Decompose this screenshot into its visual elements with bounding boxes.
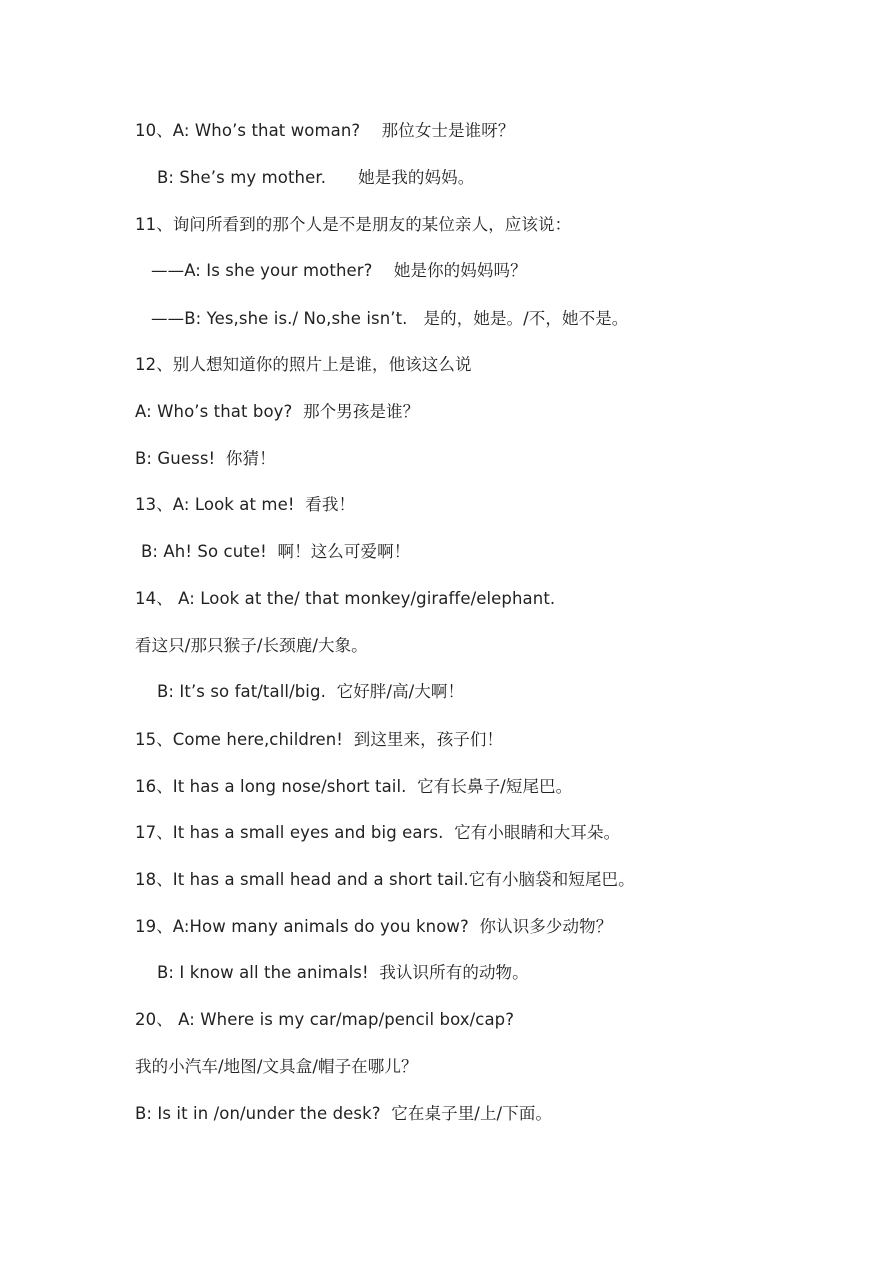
text-line-20a: 20、 A: Where is my car/map/pencil box/cap? (135, 1010, 515, 1029)
text-line-11b: ——B: Yes,she is./ No,she isn’t. 是的，她是。/不，她不是。 (151, 309, 629, 328)
text-line-12b: B: Guess! 你猜！ (135, 449, 276, 468)
text-line-17: 17、It has a small eyes and big ears. 它有小眼睛和大耳朵。 (135, 823, 621, 842)
text-line-19b: B: I know all the animals! 我认识所有的动物。 (157, 963, 529, 982)
text-line-10a: 10、A: Who’s that woman? 那位女士是谁呀？ (135, 121, 515, 140)
text-line-15: 15、Come here,children! 到这里来，孩子们！ (135, 730, 504, 749)
text-line-18: 18、It has a small head and a short tail.它有小脑袋和短尾巴。 (135, 870, 635, 889)
text-line-13a: 13、A: Look at me! 看我！ (135, 495, 356, 514)
text-line-19a: 19、A:How many animals do you know? 你认识多少动物？ (135, 917, 613, 936)
text-line-11a: ——A: Is she your mother? 她是你的妈妈吗？ (151, 261, 527, 280)
text-line-14a: 14、 A: Look at the/ that monkey/giraffe/elephant. (135, 589, 556, 608)
text-line-20-translation: 我的小汽车/地图/文具盒/帽子在哪儿？ (135, 1057, 418, 1076)
text-line-11: 11、询问所看到的那个人是不是朋友的某位亲人，应该说： (135, 215, 572, 234)
text-line-13b: B: Ah! So cute! 啊！这么可爱啊！ (141, 542, 411, 561)
text-line-10b: B: She’s my mother. 她是我的妈妈。 (157, 168, 475, 187)
text-line-14-translation: 看这只/那只猴子/长颈鹿/大象。 (135, 636, 368, 655)
text-line-16: 16、It has a long nose/short tail. 它有长鼻子/短尾巴。 (135, 777, 573, 796)
text-line-14b: B: It’s so fat/tall/big. 它好胖/高/大啊！ (157, 682, 465, 701)
text-line-12a: A: Who’s that boy? 那个男孩是谁？ (135, 402, 420, 421)
text-line-12: 12、别人想知道你的照片上是谁，他该这么说 (135, 355, 472, 374)
text-line-20b: B: Is it in /on/under the desk? 它在桌子里/上/下面。 (135, 1104, 553, 1123)
